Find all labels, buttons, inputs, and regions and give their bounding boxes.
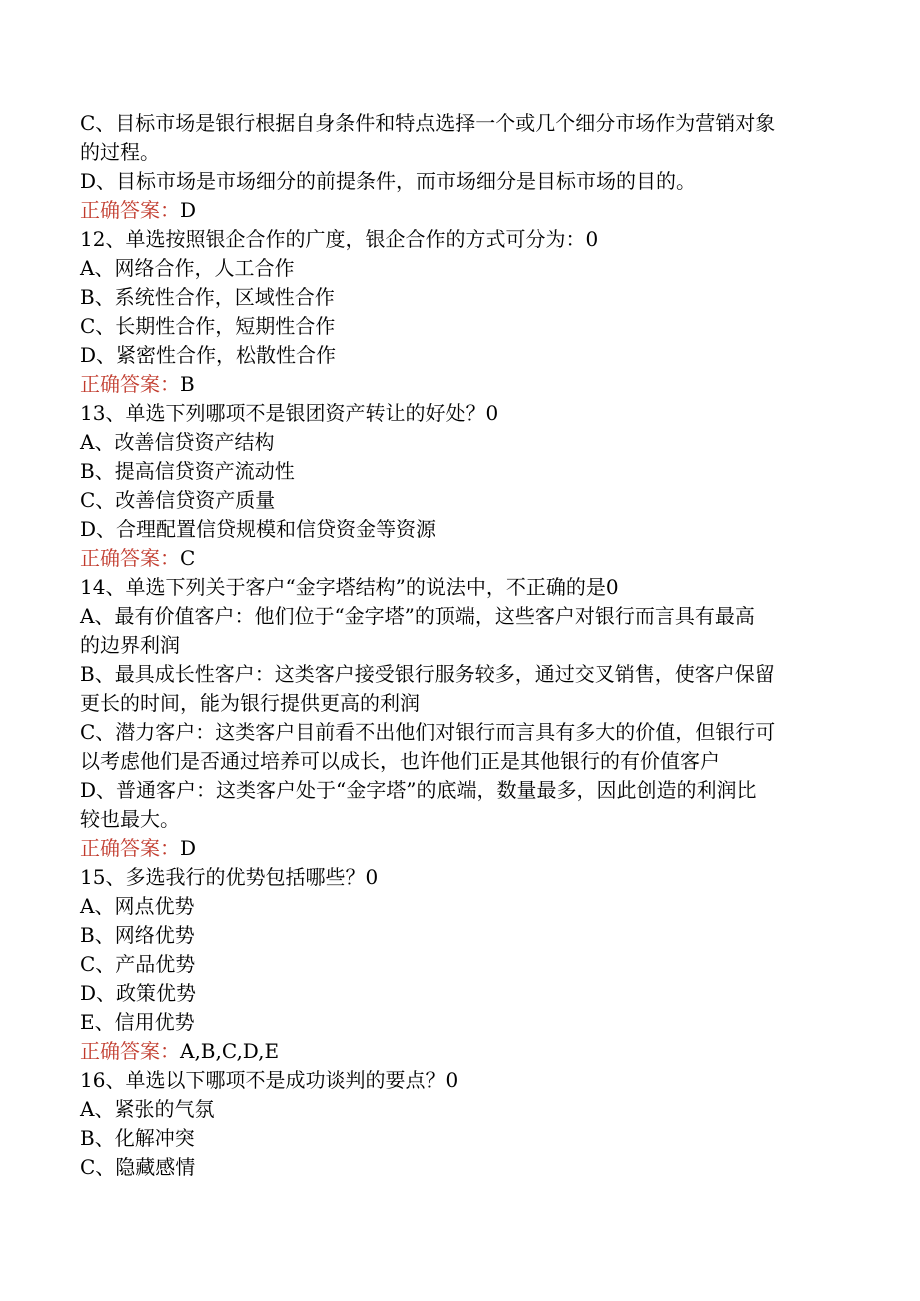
text-line: B、化解冲突 [80,1126,195,1150]
text-line: B、网络优势 [80,923,195,947]
text-line: D、合理配置信贷规模和信贷资金等资源 [80,517,437,541]
document-page [80,109,840,1182]
text-line: A、改善信贷资产结构 [80,430,275,454]
text-line: B、最具成长性客户：这类客户接受银行服务较多，通过交叉销售，使客户保留 [80,662,775,686]
answer-value: D [180,836,197,860]
text-line: B、系统性合作，区域性合作 [80,285,335,309]
answer-value: C [180,546,196,570]
text-line: 16、单选以下哪项不是成功谈判的要点？0 [80,1068,459,1092]
text-line: C、产品优势 [80,952,196,976]
text-line: B、提高信贷资产流动性 [80,459,295,483]
text-line: C、隐藏感情 [80,1155,196,1179]
text-line: C、潜力客户：这类客户目前看不出他们对银行而言具有多大的价值，但银行可 [80,720,776,744]
text-line: 12、单选按照银企合作的广度，银企合作的方式可分为：0 [80,227,599,251]
answer-value: D [180,198,197,222]
text-line: C、长期性合作，短期性合作 [80,314,336,338]
answer-label: 正确答案： [80,198,180,222]
answer-value: A,B,C,D,E [180,1039,280,1063]
text-line: 14、单选下列关于客户“金字塔结构”的说法中，不正确的是0 [80,575,619,599]
text-line: 以考虑他们是否通过培养可以成长，也许他们正是其他银行的有价值客户 [80,749,720,773]
correct-answer [80,370,840,399]
text-line: E、信用优势 [80,1010,195,1034]
text-line: D、普通客户：这类客户处于“金字塔”的底端，数量最多，因此创造的利润比 [80,778,757,802]
text-line: 15、多选我行的优势包括哪些？0 [80,865,379,889]
text-line: D、政策优势 [80,981,197,1005]
text-line: A、网点优势 [80,894,195,918]
answer-label: 正确答案： [80,836,180,860]
text-line: 的边界利润 [80,633,180,657]
text-line: 13、单选下列哪项不是银团资产转让的好处？0 [80,401,499,425]
correct-answer [80,196,840,225]
text-line: D、紧密性合作，松散性合作 [80,343,337,367]
text-line: A、紧张的气氛 [80,1097,215,1121]
text-line: A、网络合作，人工合作 [80,256,295,280]
text-line: D、目标市场是市场细分的前提条件，而市场细分是目标市场的目的。 [80,169,697,193]
text-line: 更长的时间，能为银行提供更高的利润 [80,691,420,715]
answer-label: 正确答案： [80,372,180,396]
text-line: C、改善信贷资产质量 [80,488,276,512]
correct-answer [80,544,840,573]
text-line: C、目标市场是银行根据自身条件和特点选择一个或几个细分市场作为营销对象 [80,111,776,135]
correct-answer [80,834,840,863]
text-line: 较也最大。 [80,807,180,831]
text-line: A、最有价值客户：他们位于“金字塔”的顶端，这些客户对银行而言具有最高 [80,604,755,628]
correct-answer [80,1037,840,1066]
answer-value: B [180,372,195,396]
answer-label: 正确答案： [80,546,180,570]
answer-label: 正确答案： [80,1039,180,1063]
text-line: 的过程。 [80,140,160,164]
